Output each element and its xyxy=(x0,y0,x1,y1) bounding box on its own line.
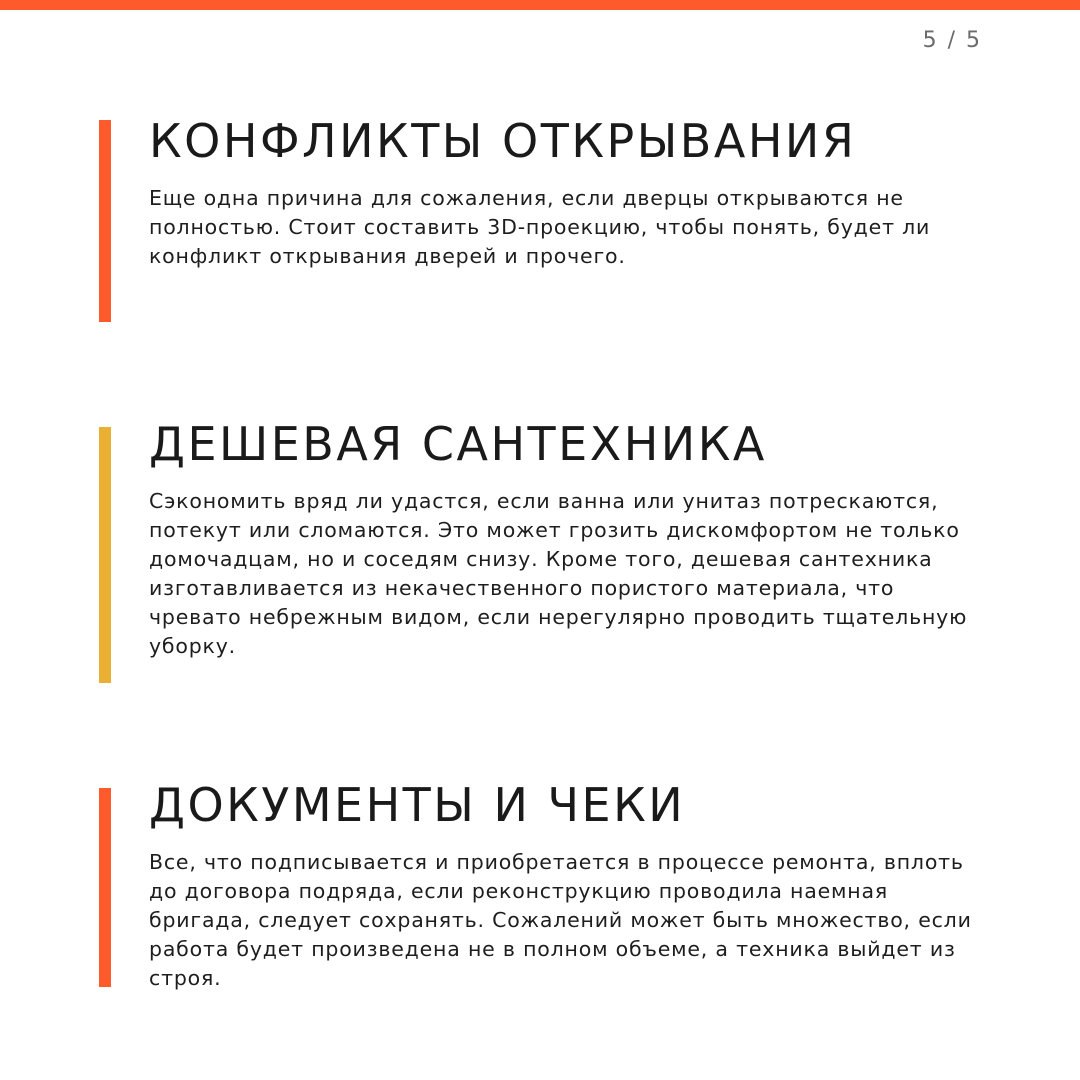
section-content xyxy=(149,776,979,993)
section-accent-bar xyxy=(99,427,111,683)
page-counter: 5 / 5 xyxy=(922,28,982,53)
section-opening-conflicts xyxy=(99,112,979,271)
section-text: Еще одна причина для сожаления, если дверцы открываются не полностью. Стоит составить 3D-проекцию, чтобы понять, будет ли конфликт открывания дверей и прочего. xyxy=(149,186,931,268)
top-accent-bar xyxy=(0,0,1080,10)
section-cheap-plumbing xyxy=(99,415,979,661)
section-content xyxy=(149,112,979,271)
section-accent-bar xyxy=(99,788,111,987)
section-text: Сэкономить вряд ли удастся, если ванна или унитаз потрескаются, потекут или сломаются. Это может грозить дискомфортом не только домочадцам, но и соседям снизу. Кроме того, дешевая сантехника изготавливается из некачественного пористого материала, что чревато небрежным видом, если нерегулярно проводить тщательную уборку. xyxy=(149,489,968,658)
section-title: КОНФЛИКТЫ ОТКРЫВАНИЯ xyxy=(149,114,857,168)
section-title: ДЕШЕВАЯ САНТЕХНИКА xyxy=(149,417,767,471)
section-documents-receipts xyxy=(99,776,979,993)
section-text: Все, что подписывается и приобретается в процессе ремонта, вплоть до договора подряда, если реконструкцию проводила наемная бригада, следует сохранять. Сожалений может быть множество, если работа будет произведена не в полном объеме, а техника выйдет из строя. xyxy=(149,850,972,990)
section-accent-bar xyxy=(99,120,111,322)
section-content xyxy=(149,415,979,661)
section-title: ДОКУМЕНТЫ И ЧЕКИ xyxy=(149,778,686,832)
